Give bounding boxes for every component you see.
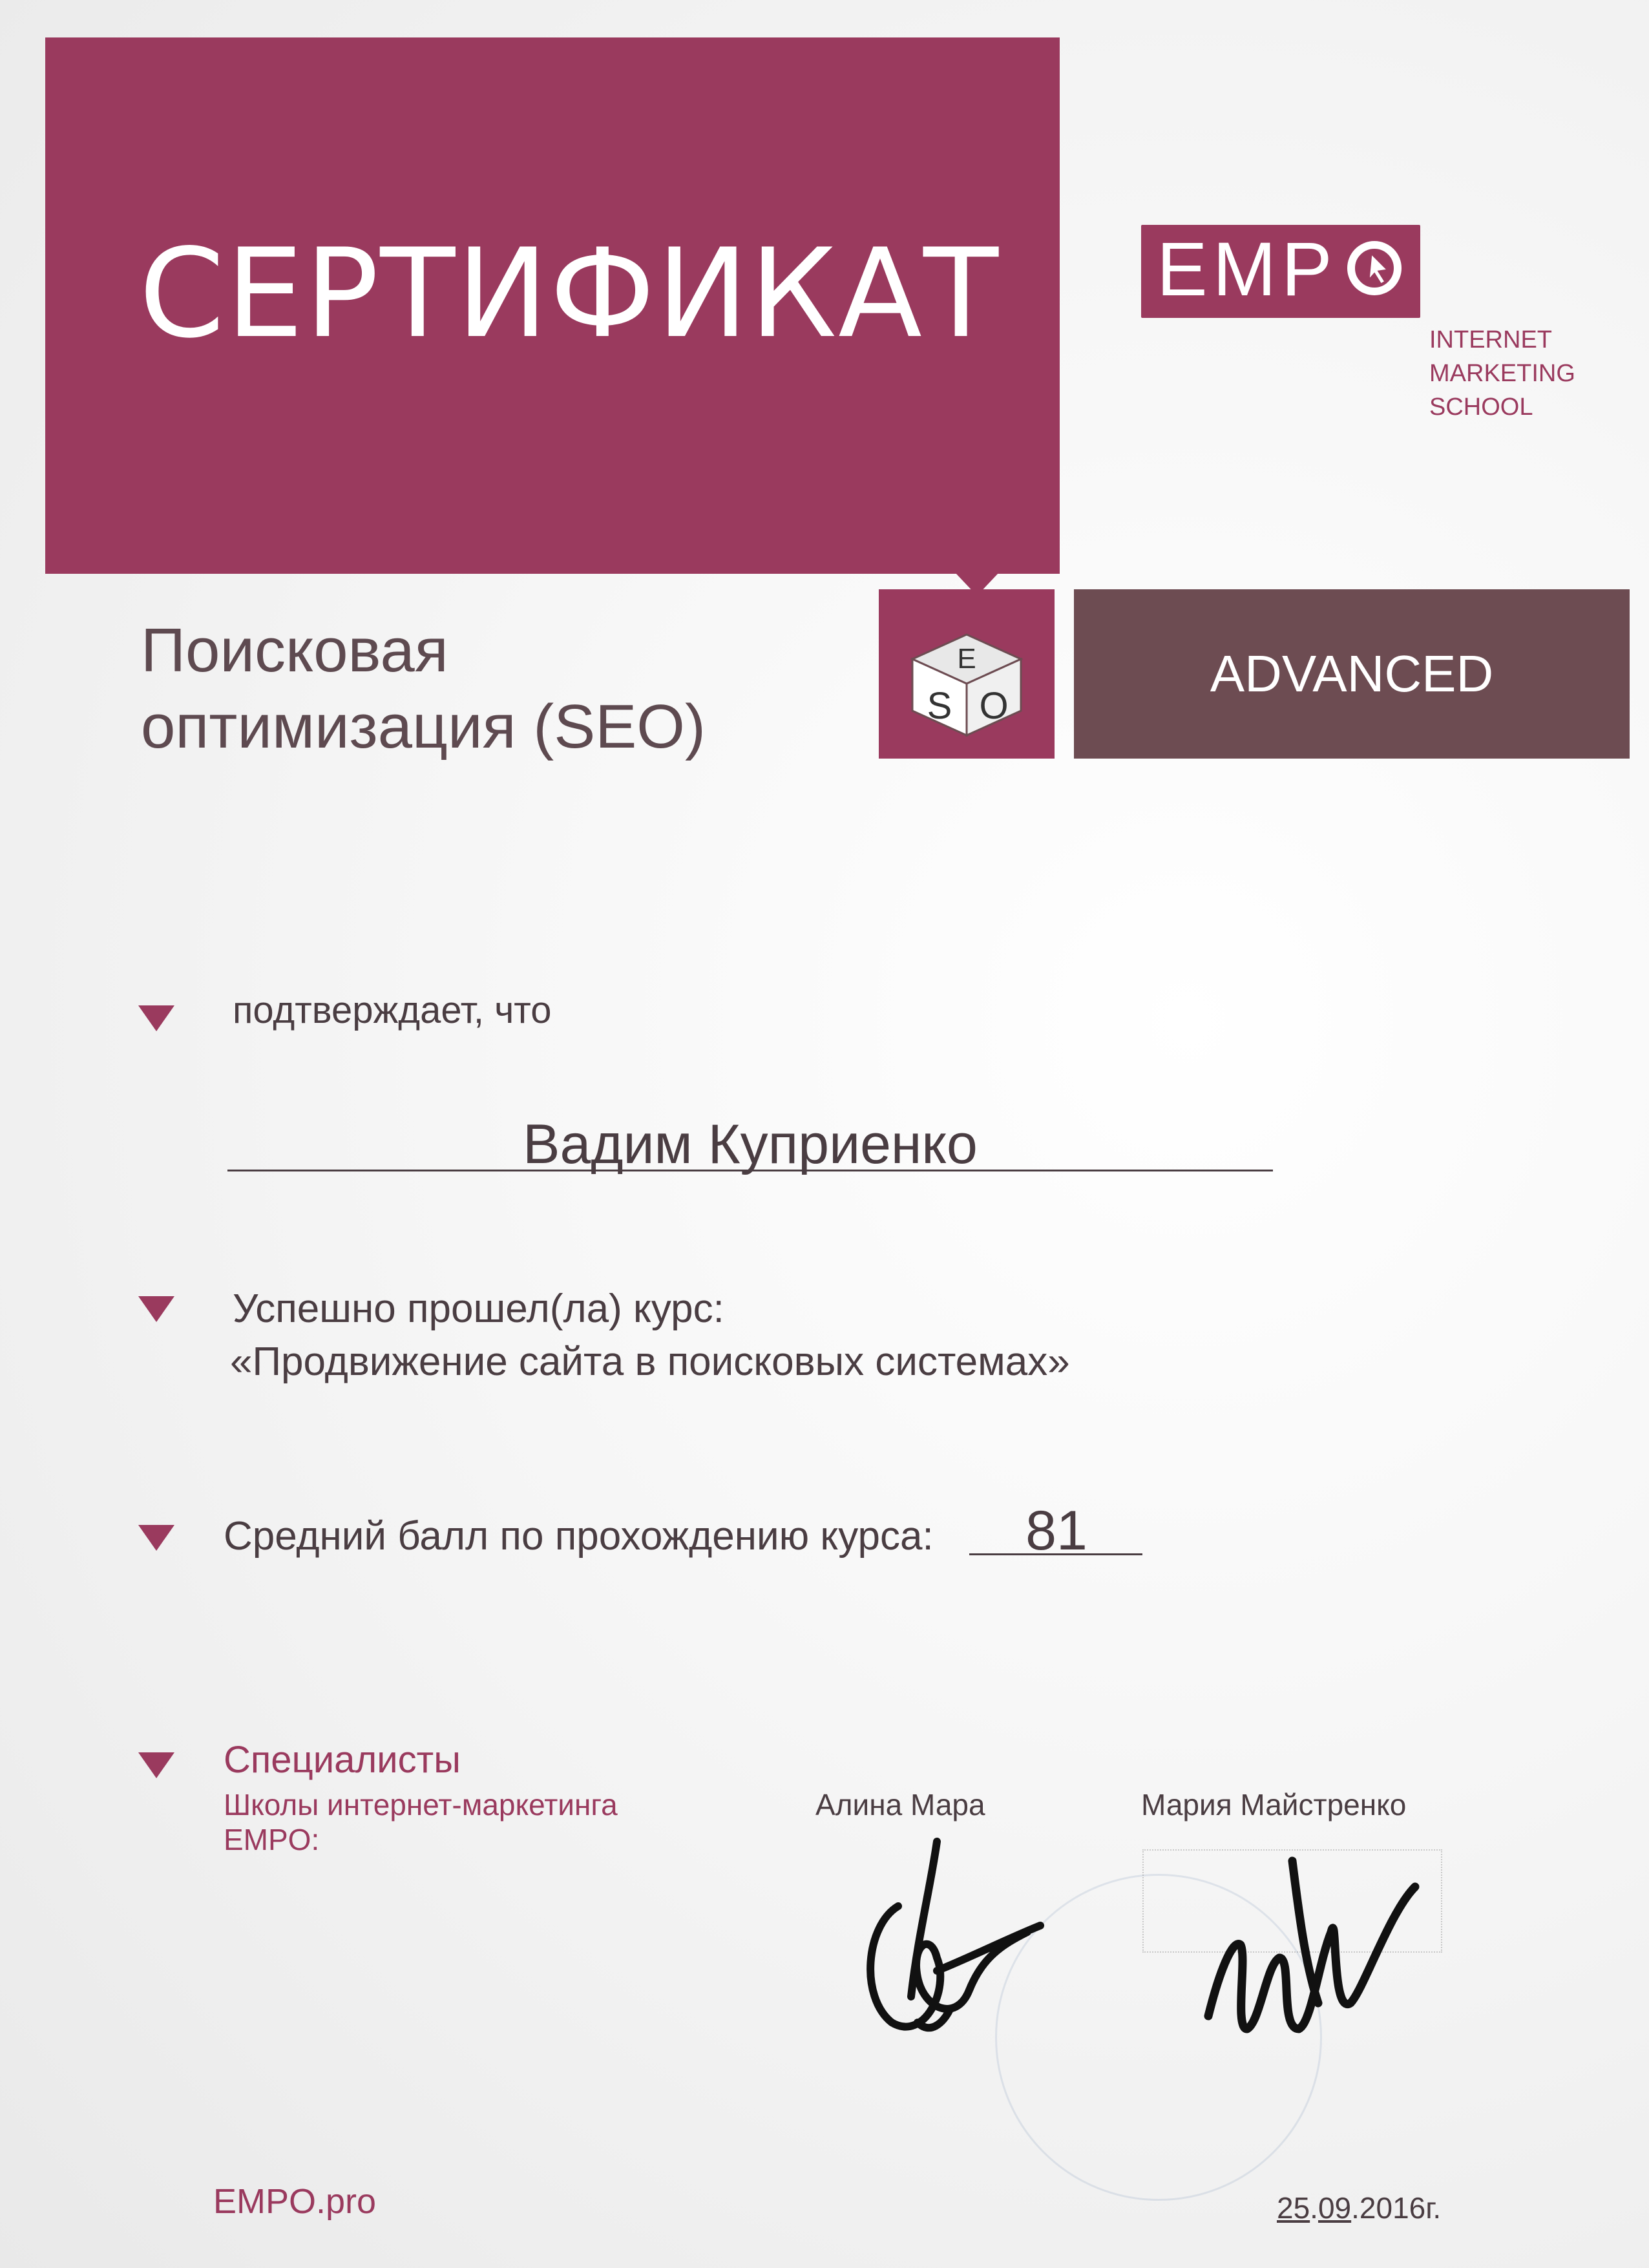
signer1-name: Алина Мара	[815, 1788, 985, 1822]
logo-subtitle-line1: INTERNET	[1429, 326, 1552, 353]
issue-date: 25.09.2016г.	[1277, 2191, 1442, 2225]
name-underline	[227, 1170, 1273, 1171]
course-name: «Продвижение сайта в поисковых системах»	[230, 1339, 1070, 1384]
score-underline	[969, 1553, 1142, 1555]
specialists-sub-line2: EMPO:	[224, 1823, 320, 1856]
logo-cursor-icon	[1345, 239, 1403, 297]
bullet-arrow-icon	[138, 1752, 174, 1778]
confirms-text: подтверждает, что	[233, 989, 552, 1031]
logo-subtitle-line2: MARKETING	[1429, 360, 1575, 387]
date-rest: .2016г.	[1351, 2191, 1442, 2225]
subject-line2: оптимизация (SEO)	[141, 692, 706, 761]
specialists-heading: Специалисты	[224, 1739, 461, 1781]
logo-brand: EMP	[1157, 227, 1338, 312]
cube-letter-o: O	[979, 685, 1009, 727]
recipient-name: Вадим Куприенко	[523, 1113, 978, 1175]
logo-subtitle-line3: SCHOOL	[1429, 394, 1533, 421]
course-label: Успешно прошел(ла) курс:	[233, 1286, 724, 1331]
seo-cube-box	[879, 589, 1055, 759]
score-label: Средний балл по прохождению курса:	[224, 1514, 934, 1559]
bullet-arrow-icon	[138, 1296, 174, 1322]
cube-letter-e: E	[957, 643, 976, 675]
course-subject	[141, 613, 706, 765]
date-month: 09	[1318, 2191, 1352, 2225]
specialists-subtitle	[224, 1787, 618, 1857]
cube-letter-s: S	[927, 685, 952, 727]
subject-line1: Поисковая	[141, 616, 448, 685]
score-value: 81	[1025, 1500, 1087, 1562]
website-link[interactable]: EMPO.pro	[213, 2182, 377, 2221]
logo-subtitle	[1429, 323, 1575, 424]
seo-cube-icon	[879, 589, 1055, 759]
signature1-image	[840, 1829, 1047, 2061]
certificate-title: СЕРТИФИКАТ	[139, 222, 1000, 365]
bullet-arrow-icon	[138, 1005, 174, 1031]
signer2-name: Мария Майстренко	[1141, 1788, 1407, 1822]
signature2-image	[1195, 1835, 1428, 2068]
level-label: ADVANCED	[1210, 645, 1494, 702]
specialists-sub-line1: Школы интернет-маркетинга	[224, 1788, 618, 1822]
bullet-arrow-icon	[138, 1525, 174, 1551]
date-day: 25	[1277, 2191, 1310, 2225]
